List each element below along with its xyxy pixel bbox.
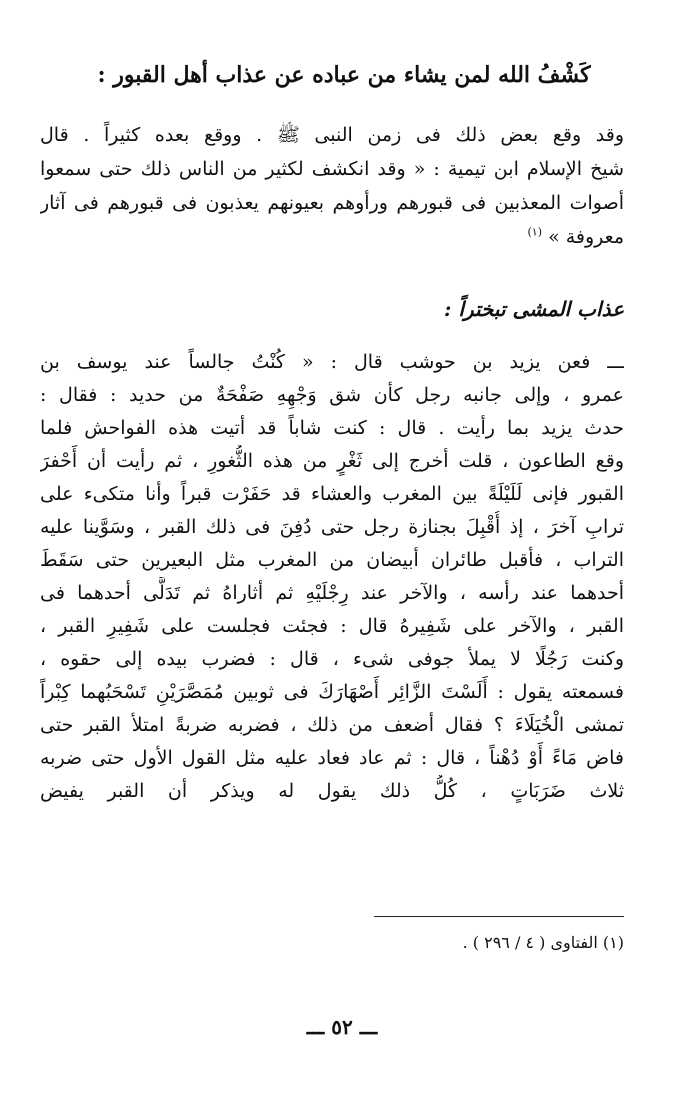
text-line: وقع الطاعون ، قلت أخرج إلى ثَغْرٍ من هذه الثُّغورِ ، ثم رأيت أن أَحْفرَ	[40, 450, 624, 472]
section-heading: كَشْفُ الله لمن يشاء من عباده عن عذاب أهل القبور :	[97, 62, 591, 88]
text-line: أحدهما عند رأسه ، والآخر عند رِجْلَيْهِ ثم أثاراهُ ثم تَدَلَّى أحدهما فى	[40, 582, 624, 604]
intro-paragraph	[40, 118, 624, 254]
story-paragraph	[40, 346, 624, 808]
text-line: تمشى الْخُيَلَاءَ ؟ فقال أضعف من ذلك ، فضربه ضربةً امتلأ القبر حتى	[40, 714, 624, 736]
text-line-content: معروفة »	[548, 226, 624, 248]
text-line: ترابِ آخرَ ، إذ أُقْبِلَ بجنازة رجل حتى دُفِنَ فى ذلك القبر ، وسَوَّينا عليه	[40, 516, 624, 538]
text-line: التراب ، فأقبل طائران أبيضان من المغرب مثل البعيرين حتى سَقَطَ	[40, 549, 624, 571]
text-line: فسمعته يقول : أَلَسْتَ الزَّائِر أَصْهَارَكَ فى ثوبين مُمَصَّرَيْنِ تَسْحَبُهما كِبْراً	[40, 681, 624, 703]
text-line	[40, 220, 624, 254]
subheading: عذاب المشى تبختراً :	[444, 297, 624, 321]
footnote-marker: (١)	[527, 225, 543, 239]
page-number: ـــ ٥٢ ـــ	[306, 1015, 378, 1039]
text-line: القبر ، والآخر على شَفِيرهُ قال : فجئت فجلست على شَفِيرِ القبر ،	[40, 615, 624, 637]
footnote-divider	[374, 916, 624, 917]
text-line: عمرو ، وإلى جانبه رجل كأن شق وَجْهِهِ صَفْحَةٌ من حديد : فقال :	[40, 384, 624, 406]
text-line: وقد وقع بعض ذلك فى زمن النبى ﷺ . ووقع بعده كثيراً . قال	[40, 124, 624, 146]
text-line: ـــ فعن يزيد بن حوشب قال : « كُنْتُ جالساً عند يوسف بن	[40, 351, 624, 373]
text-line: القبور فإنى لَلَيْلَةً بين المغرب والعشاء قد حَفَرْت قبراً وأنا متكىء على	[40, 483, 624, 505]
footnote: (١) الفتاوى ( ٤ / ٢٩٦ ) .	[462, 933, 624, 952]
text-line: حدث يزيد بما رأيت . قال : كنت شاباً قد أتيت هذه الفواحش فلما	[40, 417, 624, 439]
text-line: شيخ الإسلام ابن تيمية : « وقد انكشف لكثير من الناس ذلك حتى سمعوا	[40, 158, 624, 180]
text-line: ثلاث ضَرَبَاتٍ ، كُلُّ ذلك يقول له ويذكر أن القبر يفيض	[40, 780, 624, 802]
text-line: وكنت رَجُلًا لا يملأ جوفى شىء ، قال : فضرب بيده إلى حقوه ،	[40, 648, 624, 670]
text-line: أصوات المعذبين فى قبورهم ورأوهم بعيونهم يعذبون فى قبورهم فى آثار	[40, 192, 624, 214]
text-line: فاض مَاءً أَوْ دُهْناً ، قال : ثم عاد فعاد عليه مثل القول الأول حتى ضربه	[40, 747, 624, 769]
